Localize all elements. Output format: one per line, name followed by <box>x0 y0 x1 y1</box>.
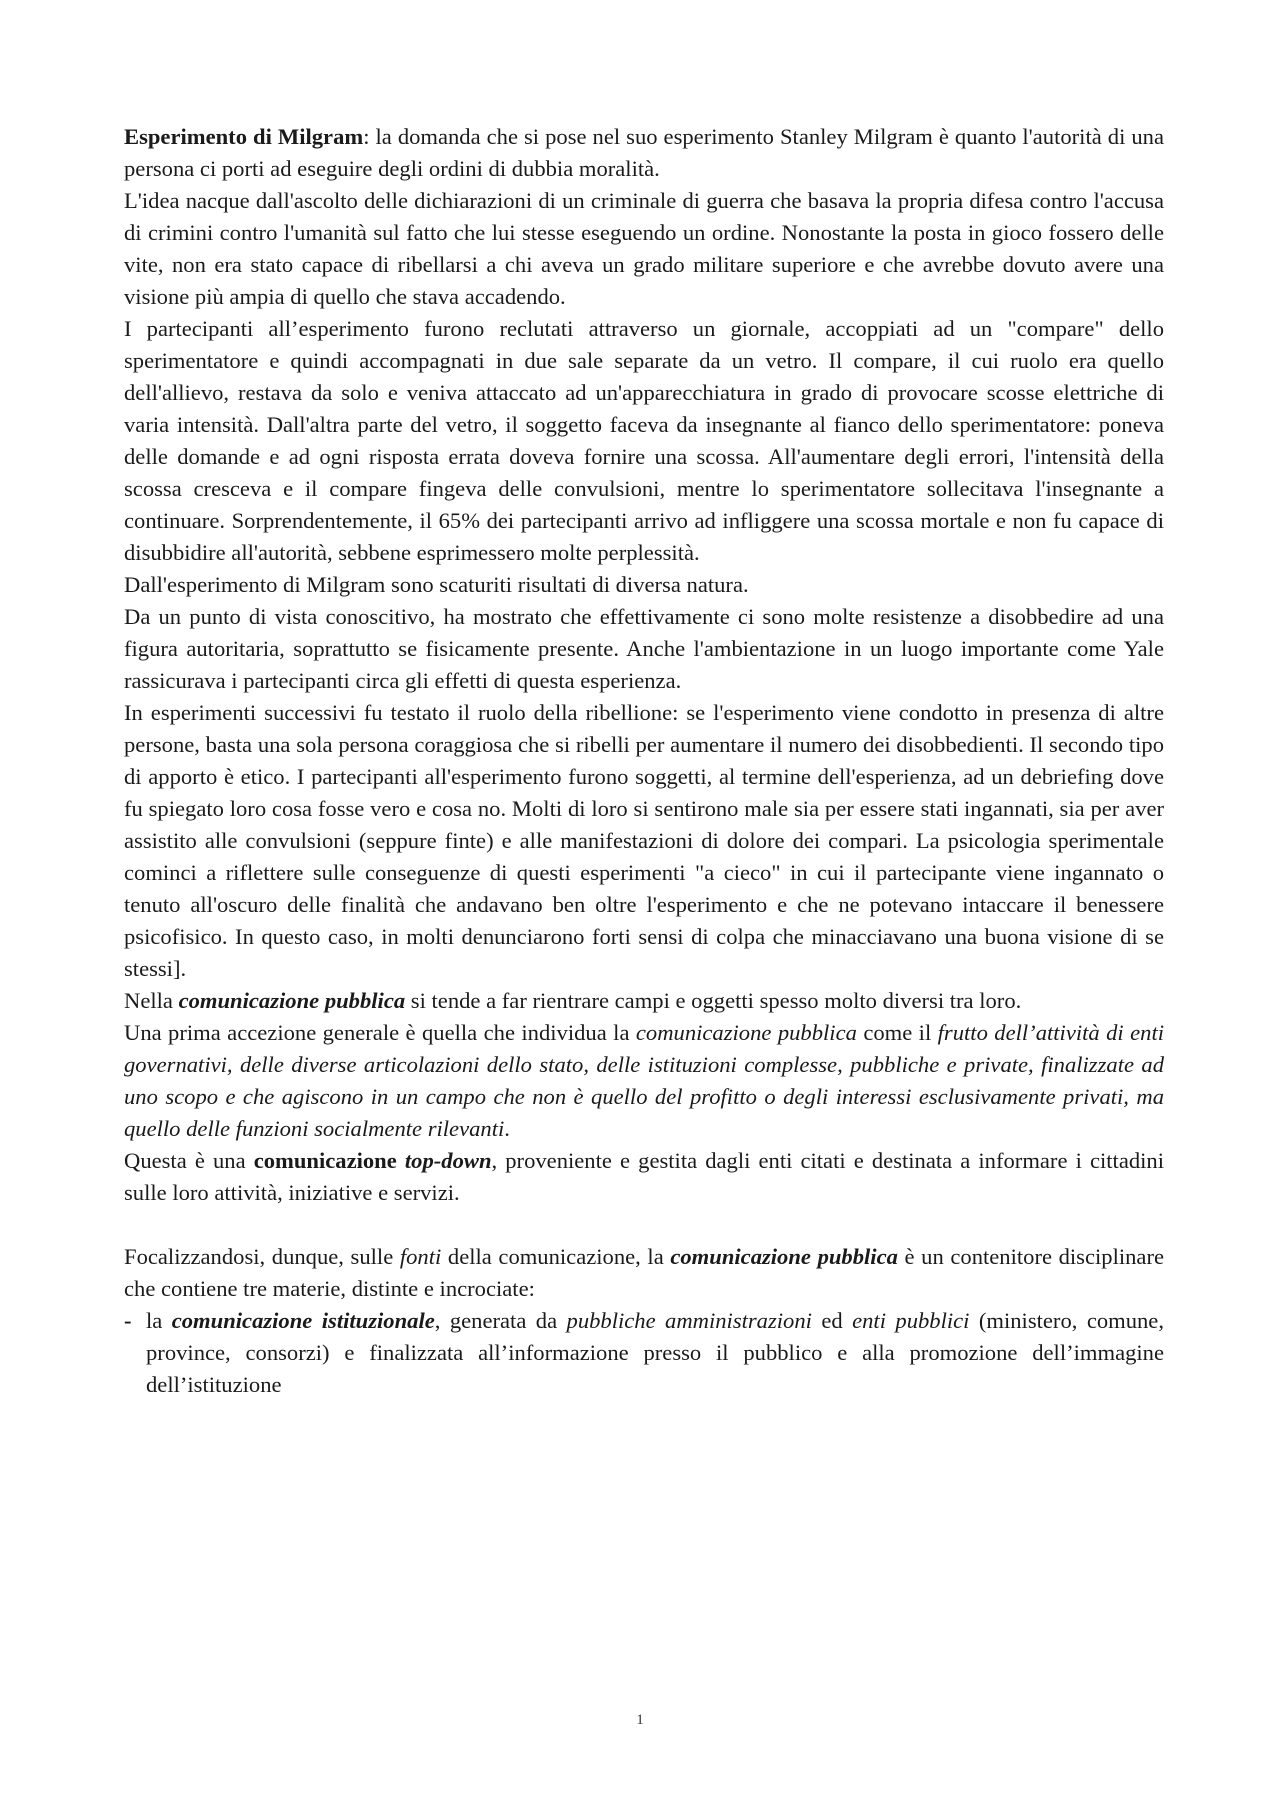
list-item-comunicazione-istituzionale: - la comunicazione istituzionale, generata da pubbliche amministrazioni ed enti pubblici (ministero, comune, province, consorzi) e finalizzata all’informazione presso il pubblico e alla promozione dell’immagine dell’istituzione <box>124 1305 1164 1401</box>
paragraph-milgram-intro: Esperimento di Milgram: la domanda che si pose nel suo esperimento Stanley Milgram è quanto l'autorità di una persona ci porti ad eseguire degli ordini di dubbia moralità. <box>124 124 1164 181</box>
page-number: 1 <box>636 1712 644 1728</box>
paragraph-procedure: I partecipanti all’esperimento furono reclutati attraverso un giornale, accoppiati ad un "compare" dello sperimentatore e quindi accompagnati in due sale separate da un vetro. Il compare, il cui ruolo era quello dell'allievo, restava da solo e veniva attaccato ad un'apparecchiatura in grado di provocare scosse elettriche di varia intensità. Dall'altra parte del vetro, il soggetto faceva da insegnante al fianco dello sperimentatore: poneva delle domande e ad ogni risposta errata doveva fornire una scossa. All'aumentare degli errori, l'intensità della scossa cresceva e il compare fingeva delle convulsioni, mentre lo sperimentatore sollecitava l'insegnante a continuare. Sorprendentemente, il 65% dei partecipanti arrivo ad infliggere una scossa mortale e non fu capace di disubbidire all'autorità, sebbene esprimessero molte perplessità. <box>124 316 1164 565</box>
term-comunicazione-istituzionale: comunicazione istituzionale <box>171 1308 435 1333</box>
term-comunicazione-pubblica: comunicazione pubblica <box>178 988 406 1013</box>
bullet-dash: - <box>124 1308 132 1333</box>
paragraph-results-intro: Dall'esperimento di Milgram sono scaturiti risultati di diversa natura. <box>124 572 749 597</box>
paragraph-public-communication: Nella comunicazione pubblica si tende a far rientrare campi e oggetti spesso molto diversi tra loro. <box>124 988 1022 1013</box>
paragraph-spacer <box>124 1209 1164 1241</box>
document-body <box>124 121 1164 1401</box>
paragraph-ethics: In esperimenti successivi fu testato il ruolo della ribellione: se l'esperimento viene condotto in presenza di altre persone, basta una sola persona coraggiosa che si ribelli per aumentare il numero dei disobbedienti. Il secondo tipo di apporto è etico. I partecipanti all'esperimento furono soggetti, al termine dell'esperienza, ad un debriefing dove fu spiegato loro cosa fosse vero e cosa no. Molti di loro si sentirono male sia per essere stati ingannati, sia per aver assistito alle convulsioni (seppure finte) e alle manifestazioni di dolore dei compari. La psicologia sperimentale cominci a riflettere sulle conseguenze di questi esperimenti "a cieco" in cui il partecipante viene ingannato o tenuto all'oscuro delle finalità che andavano ben oltre l'esperimento e che ne potevano intaccare il benessere psicofisico. In questo caso, in molti denunciarono forti sensi di colpa che minacciavano una buona visione di se stessi]. <box>124 700 1164 981</box>
definition-text: frutto dell’attività di enti governativi, delle diverse articolazioni dello stato, delle istituzioni complesse, pubbliche e private, finalizzate ad uno scopo e che agiscono in un campo che non è quello del profitto o degli interessi esclusivamente privati, ma quello delle funzioni socialmente rilevanti <box>124 1020 1164 1141</box>
paragraph-definition: Una prima accezione generale è quella che individua la comunicazione pubblica come il frutto dell’attività di enti governativi, delle diverse articolazioni dello stato, delle istituzioni complesse, pubbliche e private, finalizzate ad uno scopo e che agiscono in un campo che non è quello del profitto o degli interessi esclusivamente privati, ma quello delle funzioni socialmente rilevanti. <box>124 1020 1164 1141</box>
milgram-heading: Esperimento di Milgram <box>124 124 364 149</box>
paragraph-top-down: Questa è una comunicazione top-down, proveniente e gestita dagli enti citati e destinata a informare i cittadini sulle loro attività, iniziative e servizi. <box>124 1148 1164 1205</box>
paragraph-cognitive: Da un punto di vista conoscitivo, ha mostrato che effettivamente ci sono molte resistenze a disobbedire ad una figura autoritaria, soprattutto se fisicamente presente. Anche l'ambientazione in un luogo importante come Yale rassicurava i partecipanti circa gli effetti di questa esperienza. <box>124 604 1164 693</box>
paragraph-origin: L'idea nacque dall'ascolto delle dichiarazioni di un criminale di guerra che basava la propria difesa contro l'accusa di crimini contro l'umanità sul fatto che lui stesse eseguendo un ordine. Nonostante la posta in gioco fossero delle vite, non era stato capace di ribellarsi a chi aveva un grado militare superiore e che avrebbe dovuto avere una visione più ampia di quello che stava accadendo. <box>124 188 1164 309</box>
paragraph-sources: Focalizzandosi, dunque, sulle fonti della comunicazione, la comunicazione pubblica è un contenitore disciplinare che contiene tre materie, distinte e incrociate: <box>124 1244 1165 1301</box>
